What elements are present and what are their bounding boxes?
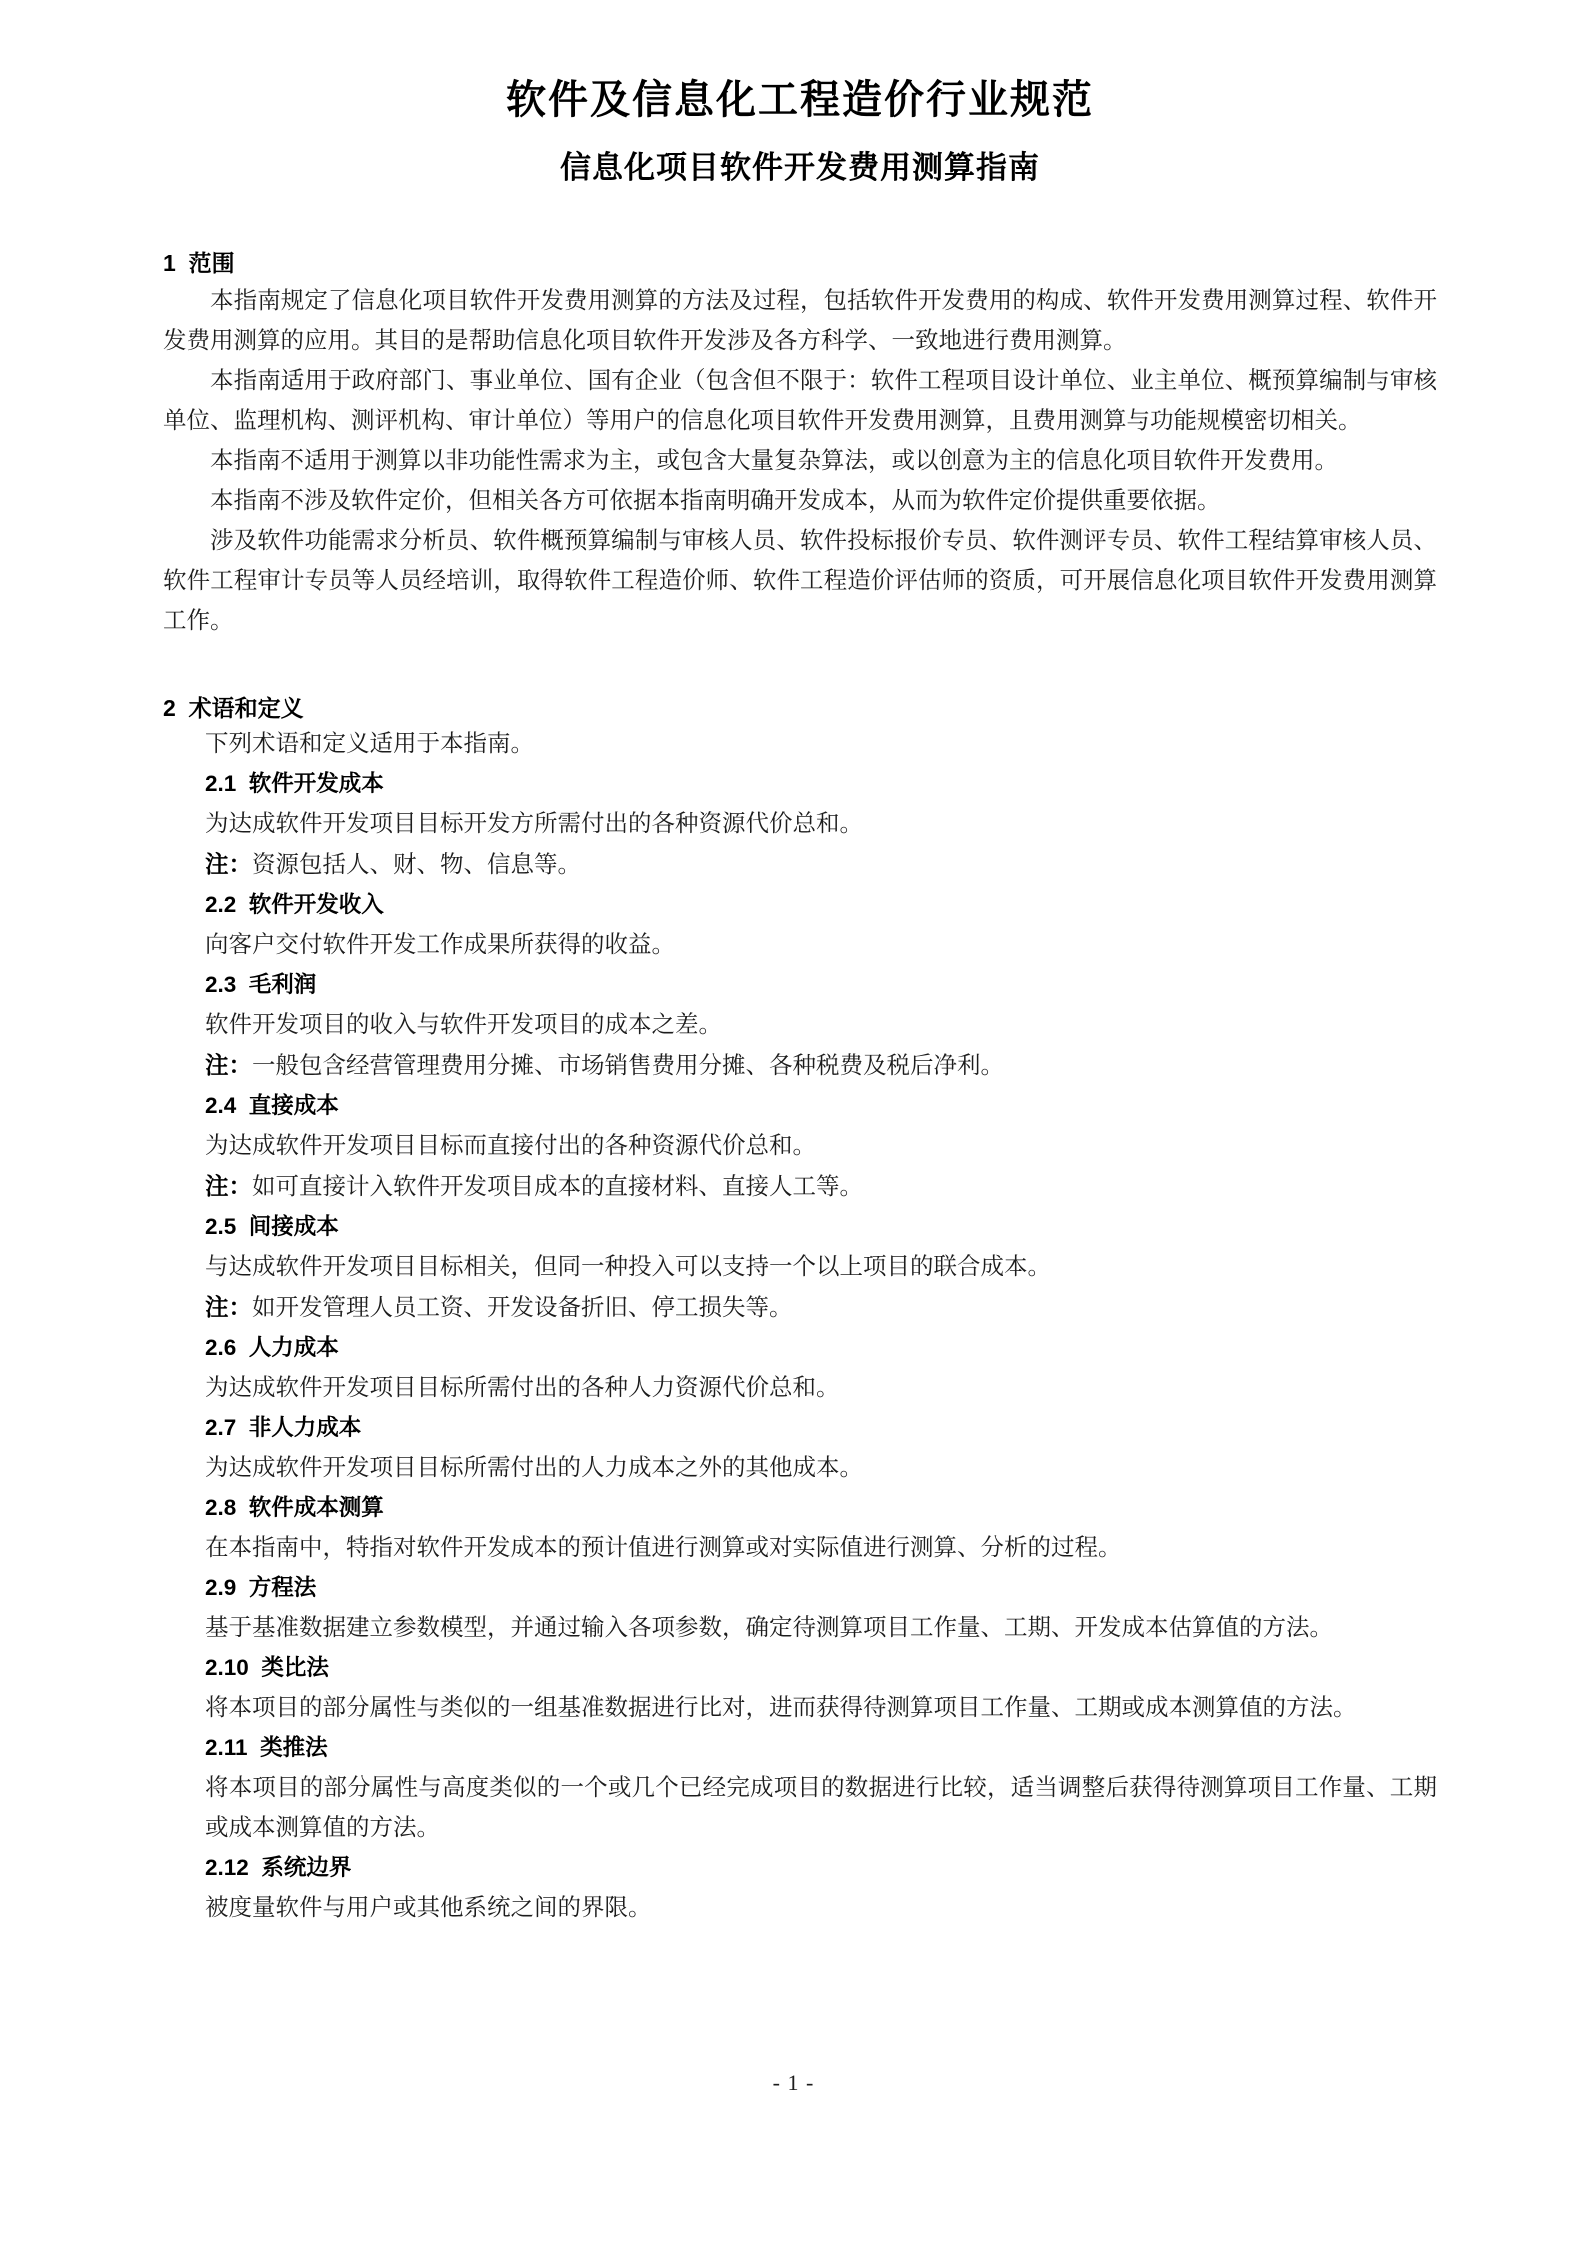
term-gap [248,1735,261,1760]
term-name: 软件开发成本 [248,771,384,797]
term-definition: 将本项目的部分属性与高度类似的一个或几个已经完成项目的数据进行比较，适当调整后获得待测算项目工作量、工期或成本测算值的方法。 [205,1775,1437,1842]
term-entry [163,1568,1437,1648]
term-number: 2.9 [205,1575,237,1601]
term-definition: 软件开发项目的收入与软件开发项目的成本之差。 [205,1012,722,1039]
term-name: 软件成本测算 [248,1495,384,1521]
note-text: 如开发管理人员工资、开发设备折旧、停工损失等。 [252,1295,793,1322]
term-note [163,1287,1437,1328]
term-entry [163,1207,1437,1328]
term-title [163,764,1437,804]
note-label: 注： [205,1052,252,1079]
term-name: 软件开发收入 [248,892,384,918]
term-note [163,1045,1437,1086]
term-title [163,1408,1437,1448]
note-text: 如可直接计入软件开发项目成本的直接材料、直接人工等。 [252,1174,863,1201]
term-entry [163,1086,1437,1207]
term-entry [163,1648,1437,1728]
term-number: 2.7 [205,1415,237,1441]
term-gap [236,1415,249,1440]
term-gap [236,892,249,917]
term-title [163,1848,1437,1888]
section-heading-2: 2 术语和定义 [163,695,304,722]
term-title [163,1207,1437,1247]
term-definition: 被度量软件与用户或其他系统之间的界限。 [205,1895,652,1922]
term-entry [163,1328,1437,1408]
term-definition: 为达成软件开发项目目标而直接付出的各种资源代价总和。 [205,1133,816,1160]
term-definition: 为达成软件开发项目目标所需付出的人力成本之外的其他成本。 [205,1455,863,1482]
term-entry [163,885,1437,965]
term-definition: 基于基准数据建立参数模型，并通过输入各项参数，确定待测算项目工作量、工期、开发成本估算值的方法。 [205,1615,1333,1642]
term-definition: 为达成软件开发项目目标所需付出的各种人力资源代价总和。 [205,1375,840,1402]
term-note [163,1166,1437,1207]
term-name: 毛利润 [248,972,317,998]
term-number: 2.1 [205,771,237,797]
term-number: 2.4 [205,1093,237,1119]
note-label: 注： [205,1294,252,1321]
term-number: 2.3 [205,972,237,998]
term-gap [236,1214,249,1239]
note-label: 注： [205,1173,252,1200]
term-name: 类推法 [260,1735,328,1761]
term-name: 直接成本 [248,1093,339,1119]
document-title: 软件及信息化工程造价行业规范 [506,78,1094,122]
term-title [163,1488,1437,1528]
term-title [163,885,1437,925]
term-title [163,1328,1437,1368]
section1-paragraph: 本指南不涉及软件定价，但相关各方可依据本指南明确开发成本，从而为软件定价提供重要依据。 [210,488,1221,515]
term-number: 2.8 [205,1495,237,1521]
section1-paragraph: 涉及软件功能需求分析员、软件概预算编制与审核人员、软件投标报价专员、软件测评专员、软件工程结算审核人员、软件工程审计专员等人员经培训，取得软件工程造价师、软件工程造价评估师的资质，可开展信息化项目软件开发费用测算工作。 [163,528,1437,635]
term-title [163,1568,1437,1608]
section1-paragraph: 本指南不适用于测算以非功能性需求为主，或包含大量复杂算法，或以创意为主的信息化项目软件开发费用。 [210,448,1338,475]
term-name: 方程法 [248,1575,317,1601]
document-subtitle: 信息化项目软件开发费用测算指南 [560,150,1040,185]
term-entry [163,1728,1437,1848]
term-name: 间接成本 [248,1214,339,1240]
term-gap [236,771,249,796]
term-gap [249,1655,262,1680]
term-name: 系统边界 [261,1855,352,1881]
section1-paragraph: 本指南规定了信息化项目软件开发费用测算的方法及过程，包括软件开发费用的构成、软件开发费用测算过程、软件开发费用测算的应用。其目的是帮助信息化项目软件开发涉及各方科学、一致地进行费用测算。 [163,288,1437,355]
term-gap [236,1093,249,1118]
term-gap [249,1855,262,1880]
term-title [163,965,1437,1005]
note-text: 一般包含经营管理费用分摊、市场销售费用分摊、各种税费及税后净利。 [252,1053,1004,1080]
term-number: 2.5 [205,1214,237,1240]
term-entry [163,1488,1437,1568]
term-number: 2.10 [205,1655,249,1681]
term-entry [163,965,1437,1086]
term-definition: 为达成软件开发项目目标开发方所需付出的各种资源代价总和。 [205,811,863,838]
section-heading-1: 1 范围 [163,250,235,277]
term-definition: 向客户交付软件开发工作成果所获得的收益。 [205,932,675,959]
term-gap [236,1575,249,1600]
term-entry [163,764,1437,885]
term-name: 类比法 [261,1655,329,1681]
note-label: 注： [205,851,252,878]
page-content [163,0,1437,1928]
term-name: 人力成本 [248,1335,339,1361]
term-definition: 将本项目的部分属性与类似的一组基准数据进行比对，进而获得待测算项目工作量、工期或成本测算值的方法。 [205,1695,1357,1722]
term-number: 2.11 [205,1735,248,1761]
term-definition-list [163,764,1437,1928]
term-definition: 在本指南中，特指对软件开发成本的预计值进行测算或对实际值进行测算、分析的过程。 [205,1535,1122,1562]
term-title [163,1728,1437,1768]
term-note [163,844,1437,885]
term-entry [163,1848,1437,1928]
term-title [163,1086,1437,1126]
term-entry [163,1408,1437,1488]
term-number: 2.6 [205,1335,237,1361]
term-number: 2.12 [205,1855,249,1881]
term-gap [236,1495,249,1520]
term-definition: 与达成软件开发项目目标相关，但同一种投入可以支持一个以上项目的联合成本。 [205,1254,1051,1281]
note-text: 资源包括人、财、物、信息等。 [252,852,581,879]
term-gap [236,972,249,997]
term-number: 2.2 [205,892,237,918]
section1-paragraph: 本指南适用于政府部门、事业单位、国有企业（包含但不限于：软件工程项目设计单位、业主单位、概预算编制与审核单位、监理机构、测评机构、审计单位）等用户的信息化项目软件开发费用测算，且费用测算与功能规模密切相关。 [163,368,1437,435]
term-gap [236,1335,249,1360]
section2-intro: 下列术语和定义适用于本指南。 [205,731,534,758]
term-name: 非人力成本 [248,1415,362,1441]
page-number-footer: - 1 - [772,2070,815,2095]
term-title [163,1648,1437,1688]
